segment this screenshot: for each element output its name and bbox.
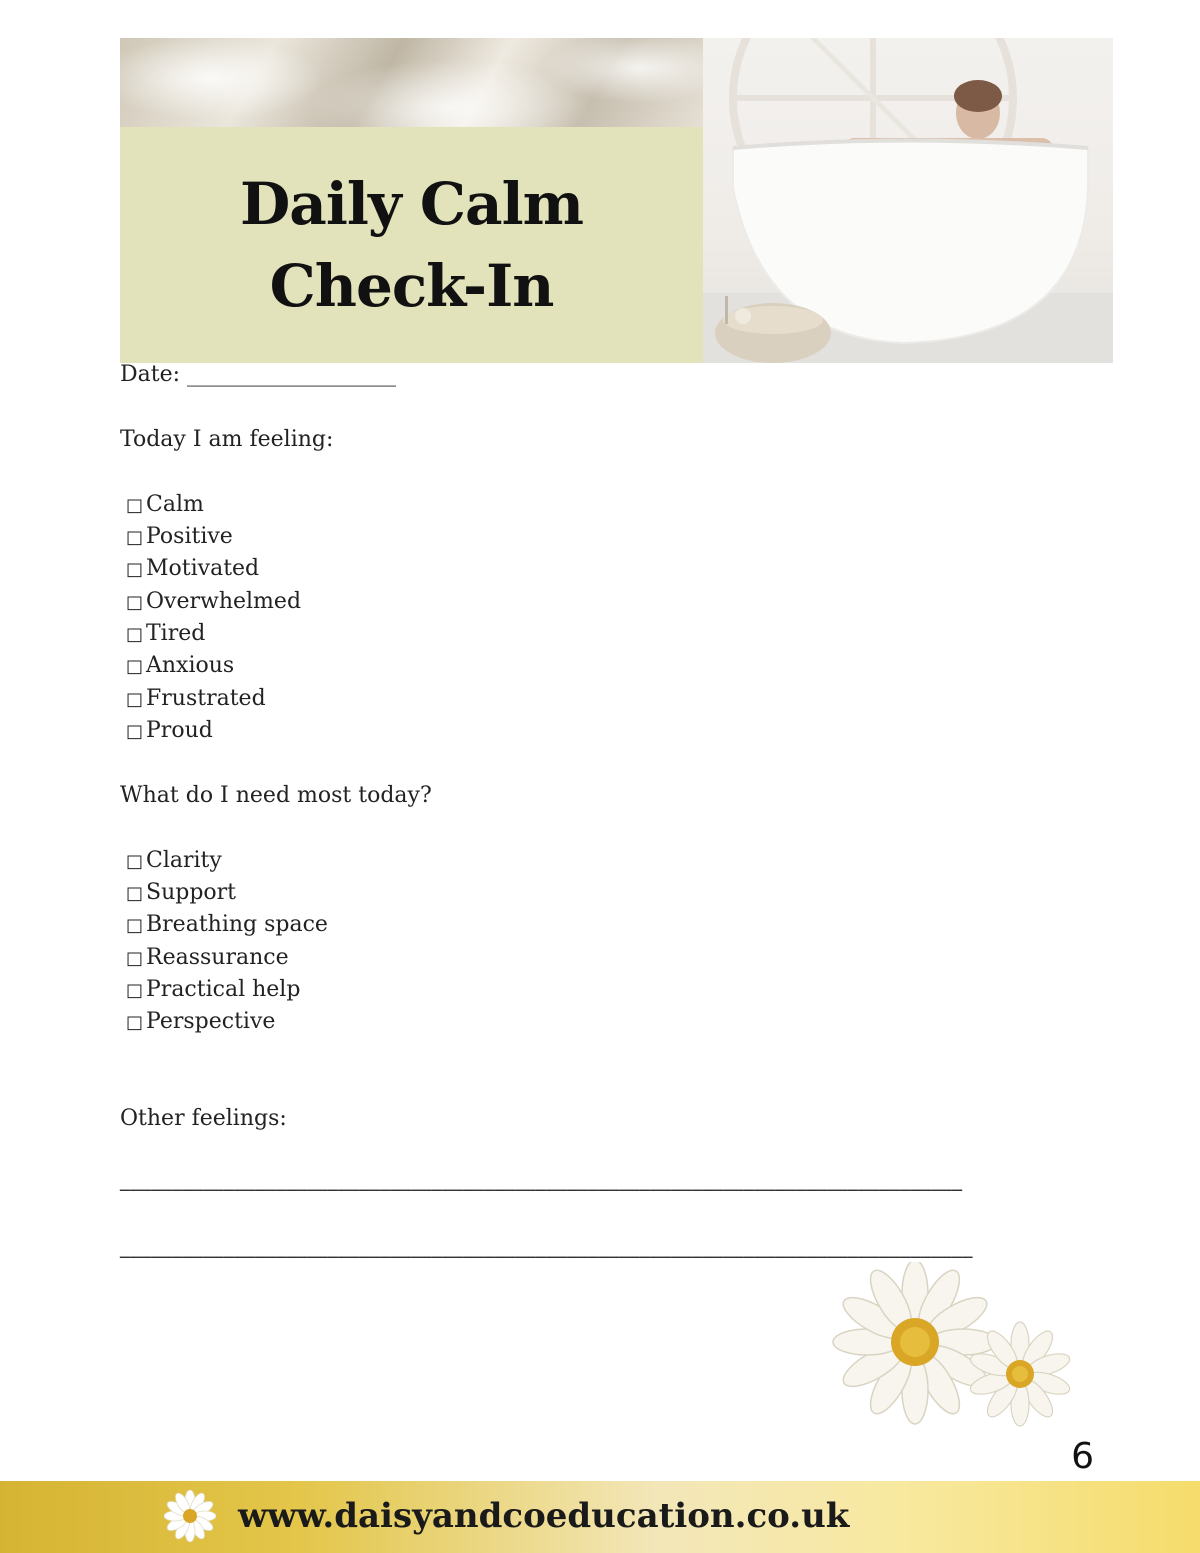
- option-label: Reassurance: [146, 945, 289, 970]
- checkbox[interactable]: □: [126, 495, 144, 516]
- page-number: 6: [1071, 1436, 1094, 1477]
- feeling-option-anxious[interactable]: [126, 651, 234, 682]
- checkbox[interactable]: □: [126, 527, 144, 548]
- website-link[interactable]: www.daisyandcoeducation.co.uk: [238, 1496, 850, 1536]
- writing-line-2[interactable]: __________________________________________________________________________________: [120, 1234, 973, 1258]
- feeling-option-tired[interactable]: [126, 619, 205, 650]
- daisy-illustration: [820, 1262, 1075, 1432]
- need-option-clarity[interactable]: [126, 846, 222, 877]
- feeling-option-motivated[interactable]: [126, 554, 259, 585]
- option-label: Support: [146, 880, 237, 905]
- need-option-breathing-space[interactable]: [126, 910, 328, 941]
- feeling-option-proud[interactable]: [126, 716, 213, 747]
- option-label: Overwhelmed: [146, 589, 302, 614]
- feeling-option-overwhelmed[interactable]: [126, 587, 301, 618]
- checkbox[interactable]: □: [126, 948, 144, 969]
- checkbox[interactable]: □: [126, 883, 144, 904]
- need-option-practical-help[interactable]: [126, 975, 300, 1006]
- option-label: Clarity: [146, 848, 222, 873]
- checkbox[interactable]: □: [126, 1012, 144, 1033]
- page-title-line-1: Daily Calm: [240, 170, 583, 238]
- feeling-option-frustrated[interactable]: [126, 684, 266, 715]
- option-label: Motivated: [146, 556, 260, 581]
- writing-line-1[interactable]: _________________________________________________________________________________: [120, 1167, 963, 1191]
- option-label: Practical help: [146, 977, 301, 1002]
- page-title-line-2: Check-In: [269, 252, 554, 320]
- feeling-option-calm[interactable]: [126, 490, 204, 521]
- option-label: Frustrated: [146, 686, 266, 711]
- option-label: Anxious: [146, 653, 235, 678]
- bath-photo: [703, 38, 1113, 363]
- option-label: Breathing space: [146, 912, 328, 937]
- need-option-perspective[interactable]: [126, 1007, 275, 1038]
- checkbox[interactable]: □: [126, 721, 144, 742]
- checkbox[interactable]: □: [126, 559, 144, 580]
- silk-texture-image: [120, 38, 703, 127]
- bath-illustration: [703, 38, 1113, 363]
- checkbox[interactable]: □: [126, 689, 144, 710]
- need-option-support[interactable]: [126, 878, 236, 909]
- checkbox[interactable]: □: [126, 592, 144, 613]
- option-label: Calm: [146, 492, 204, 517]
- checkbox[interactable]: □: [126, 851, 144, 872]
- option-label: Perspective: [146, 1009, 276, 1034]
- checkbox[interactable]: □: [126, 656, 144, 677]
- feeling-prompt: Today I am feeling:: [120, 427, 334, 452]
- need-option-reassurance[interactable]: [126, 943, 289, 974]
- title-block: [120, 127, 703, 363]
- other-feelings-prompt: Other feelings:: [120, 1106, 287, 1131]
- checkbox[interactable]: □: [126, 980, 144, 1001]
- daisy-logo-icon: [164, 1490, 216, 1542]
- date-field-label: Date: ___________________: [120, 362, 397, 387]
- checkbox[interactable]: □: [126, 624, 144, 645]
- option-label: Tired: [146, 621, 206, 646]
- need-prompt: What do I need most today?: [120, 783, 432, 808]
- feeling-option-positive[interactable]: [126, 522, 233, 553]
- option-label: Proud: [146, 718, 213, 743]
- option-label: Positive: [146, 524, 233, 549]
- checkbox[interactable]: □: [126, 915, 144, 936]
